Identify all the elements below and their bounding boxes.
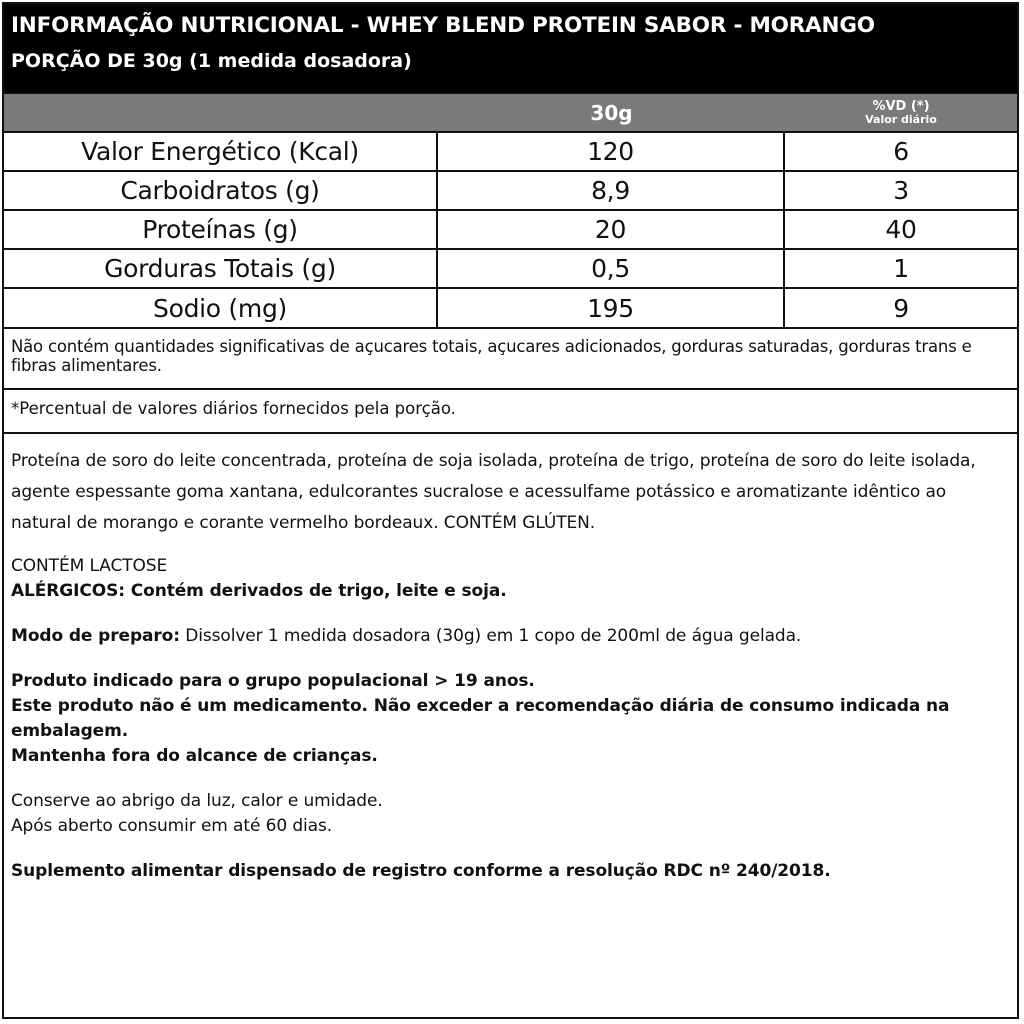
spacer xyxy=(11,839,1007,859)
daily-values-note: *Percentual de valores diários fornecidos pela porção. xyxy=(4,390,1017,434)
label-header xyxy=(4,4,1017,93)
nutrient-name: Sodio (mg) xyxy=(4,289,438,327)
nutrient-name: Proteínas (g) xyxy=(4,211,438,248)
not-significant-note: Não contém quantidades significativas de açucares totais, açucares adicionados, gorduras saturadas, gorduras trans e fibras alimentares. xyxy=(4,329,1017,390)
label-title: INFORMAÇÃO NUTRICIONAL - WHEY BLEND PROTEIN SABOR - MORANGO xyxy=(11,13,875,38)
table-row xyxy=(4,250,1017,289)
table-row xyxy=(4,289,1017,329)
nutrient-amount: 20 xyxy=(438,211,785,248)
nutrition-label xyxy=(2,2,1019,1019)
vd-sublabel: Valor diário xyxy=(865,112,937,126)
column-header-nutrient xyxy=(4,94,438,131)
table-row xyxy=(4,211,1017,250)
allergens-warning: ALÉRGICOS: Contém derivados de trigo, leite e soja. xyxy=(11,581,507,601)
nutrient-vd: 9 xyxy=(893,293,909,323)
storage-instructions: Conserve ao abrigo da luz, calor e umidade. xyxy=(11,791,383,811)
nutrient-amount: 195 xyxy=(438,289,785,327)
table-row xyxy=(4,172,1017,211)
spacer xyxy=(11,769,1007,789)
registration-text: Suplemento alimentar dispensado de registro conforme a resolução RDC nº 240/2018. xyxy=(11,861,831,881)
table-row xyxy=(4,133,1017,172)
nutrient-vd: 6 xyxy=(893,137,909,166)
spacer xyxy=(11,649,1007,669)
nutrient-amount: 120 xyxy=(438,133,785,170)
target-group-text: Produto indicado para o grupo populacional > 19 anos. xyxy=(11,671,535,691)
nutrient-amount: 0,5 xyxy=(438,250,785,287)
after-opening-instructions: Após aberto consumir em até 60 dias. xyxy=(11,816,333,836)
nutrition-table xyxy=(4,133,1017,329)
column-header-vd xyxy=(785,94,1017,131)
portion-size: PORÇÃO DE 30g (1 medida dosadora) xyxy=(11,50,412,72)
nutrient-name: Valor Energético (Kcal) xyxy=(4,133,438,170)
preparation-label: Modo de preparo: xyxy=(11,626,180,646)
table-column-header xyxy=(4,93,1017,133)
spacer xyxy=(11,604,1007,624)
lactose-warning: CONTÉM LACTOSE xyxy=(11,556,168,576)
vd-label: %VD (*) xyxy=(872,98,930,114)
nutrient-name: Carboidratos (g) xyxy=(4,172,438,209)
nutrient-vd: 3 xyxy=(893,176,909,205)
nutrient-vd: 40 xyxy=(885,215,917,244)
nutrient-amount: 8,9 xyxy=(438,172,785,209)
nutrient-name: Gorduras Totais (g) xyxy=(4,250,438,287)
column-header-amount: 30g xyxy=(590,100,633,125)
preparation-instructions xyxy=(11,624,1007,649)
keep-away-warning: Mantenha fora do alcance de crianças. xyxy=(11,746,378,766)
not-medicine-warning: Este produto não é um medicamento. Não exceder a recomendação diária de consumo indicada na embalagem. xyxy=(11,696,950,741)
label-body xyxy=(4,434,1017,884)
preparation-text: Dissolver 1 medida dosadora (30g) em 1 copo de 200ml de água gelada. xyxy=(179,626,802,646)
nutrient-vd: 1 xyxy=(893,254,909,283)
ingredients-text: Proteína de soro do leite concentrada, proteína de soja isolada, proteína de trigo, proteína de soro do leite isolada, agente espessante goma xantana, edulcorantes sucralose e acessulfame potássico e aromatizante idêntico ao natural de morango e corante vermelho bordeaux. CONTÉM GLÚTEN. xyxy=(11,451,976,533)
